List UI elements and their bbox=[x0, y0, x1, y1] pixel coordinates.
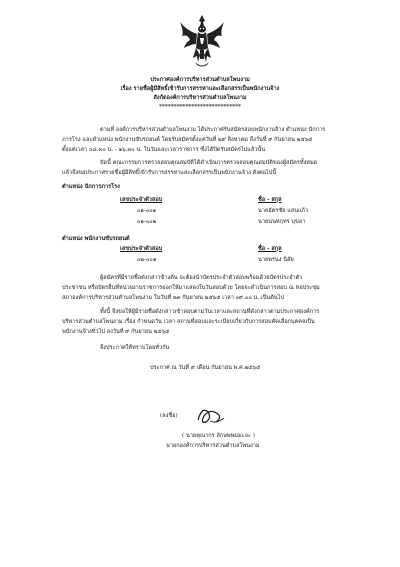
garuda-emblem-icon bbox=[178, 14, 226, 70]
table-row-exam-id: ๐๑-๐๐๒ bbox=[137, 219, 157, 225]
paragraph-1-line-3: ตั้งแต่เวลา ๐๘.๓๐ น. - ๑๖.๓๐ น. ในวันและเวลาราชการ ซึ่งได้ปิดรับสมัครไปแล้วนั้น bbox=[62, 147, 266, 153]
table-row-exam-id: ๐๑-๐๐๑ bbox=[137, 208, 157, 214]
table-row-exam-id: ๐๒-๐๐๑ bbox=[137, 257, 157, 263]
paragraph-1-line-2: ภารโรง และตำแหน่ง พนักงานขับรถยนต์ โดยรับสมัครตั้งแต่วันที่ ๒๙ สิงหาคม ถึงวันที่ ๙ กันยายน ๒๕๖๕ bbox=[62, 137, 313, 143]
col-header-name: ชื่อ - สกุล bbox=[258, 246, 282, 252]
announcement-title: ประกาศองค์การบริหารส่วนตำบลโพนงาม bbox=[150, 77, 250, 83]
paragraph-3-line-1: ผู้สมัครที่มีรายชื่อดังกล่าวข้างต้น จะต้องนำบัตรประจำตัวสอบพร้อมด้วยบัตรประจำตัว bbox=[100, 275, 303, 281]
paragraph-1-line-1: ตามที่ องค์การบริหารส่วนตำบลโพนงาม ได้ประกาศรับสมัครสอบพนักงานจ้าง ตำแหน่ง นักการ bbox=[100, 127, 326, 133]
signer-title: นายกองค์การบริหารส่วนตำบลโพนงาม bbox=[166, 443, 260, 449]
closing-announce: จึงประกาศให้ทราบโดยทั่วกัน bbox=[100, 345, 170, 351]
signature-icon bbox=[192, 404, 228, 426]
table-row-name: นายพรนง นิสัย bbox=[258, 257, 294, 263]
signed-label: (ลงชื่อ) bbox=[160, 413, 178, 419]
col-header-name: ชื่อ - สกุล bbox=[258, 197, 282, 203]
announcement-date: ประกาศ ณ วันที่ ๙ เดือน กันยายน พ.ศ.๒๕๖๕ bbox=[150, 365, 261, 371]
table-row-name: นายนนทกุทร บุขลา bbox=[258, 219, 306, 225]
signer-name: ( นายคุณากร อักษพพมมะจะ ) bbox=[182, 433, 255, 439]
announcement-subject: เรื่อง รายชื่อผู้มีสิทธิ์เข้ารับการสรรหาและเลือกสรรเป็นพนักงานจ้าง bbox=[120, 86, 280, 92]
col-header-exam-id: เลขประจำตัวสอบ bbox=[120, 197, 163, 203]
header-divider: **************************** bbox=[159, 104, 241, 110]
paragraph-3-line-3: สภาองค์การบริหารส่วนตำบลโพนงาม ในวันที่ ๒๓ กันยายน ๒๕๖๕ เวลา ๐๙.๐๐ น. เป็นต้นไป bbox=[62, 295, 285, 301]
paragraph-2-line-1: บัดนี้ คณะกรรมการตรวจสอบคุณสมบัติได้ดำเนินการตรวจสอบคุณสมบัติของผู้สมัครทั้งหมด bbox=[100, 160, 318, 166]
paragraph-4-line-3: พนักงานจ้างทั่วไป ลงวันที่ ๙ กันยายน ๒๕๖๕ bbox=[62, 329, 170, 335]
position-heading-janitor: ตำแหน่ง นักการภารโรง bbox=[62, 184, 120, 190]
paragraph-4-line-1: ทั้งนี้ จึงขอให้ผู้มีรายชื่อดังกล่าวเข้าสอบตามวันเวลาและสถานที่ดังกล่าวตามประกาศองค์การ bbox=[100, 309, 320, 315]
paragraph-2-line-2: แล้วจึงขอประกาศรายชื่อผู้มีสิทธิ์เข้ารับการสรรหาและเลือกสรรเป็นพนักงานจ้าง ดังต่อไปนี้ bbox=[62, 170, 277, 176]
paragraph-4-line-2: บริหารส่วนตำบลโพนงาม เรื่อง กำหนดวัน เวลา สถานที่สอบและระเบียบเกี่ยวกับการสอบคัดเลือกบุคคลเป็น bbox=[62, 319, 315, 325]
position-heading-driver: ตำแหน่ง พนักงานขับรถยนต์ bbox=[62, 236, 130, 242]
paragraph-3-line-2: ประชาชน หรือบัตรอื่นที่หน่วยงานราชการออกให้มาแสดงในวันสอบด้วย โดยจะดำเนินการสอบ ณ หอประชุม bbox=[62, 285, 320, 291]
announcement-org: สังกัดองค์การบริหารส่วนตำบลโพนงาม bbox=[153, 95, 247, 101]
col-header-exam-id: เลขประจำตัวสอบ bbox=[120, 246, 163, 252]
table-row-name: นายอัครชัย แสนแก้ว bbox=[258, 208, 309, 214]
